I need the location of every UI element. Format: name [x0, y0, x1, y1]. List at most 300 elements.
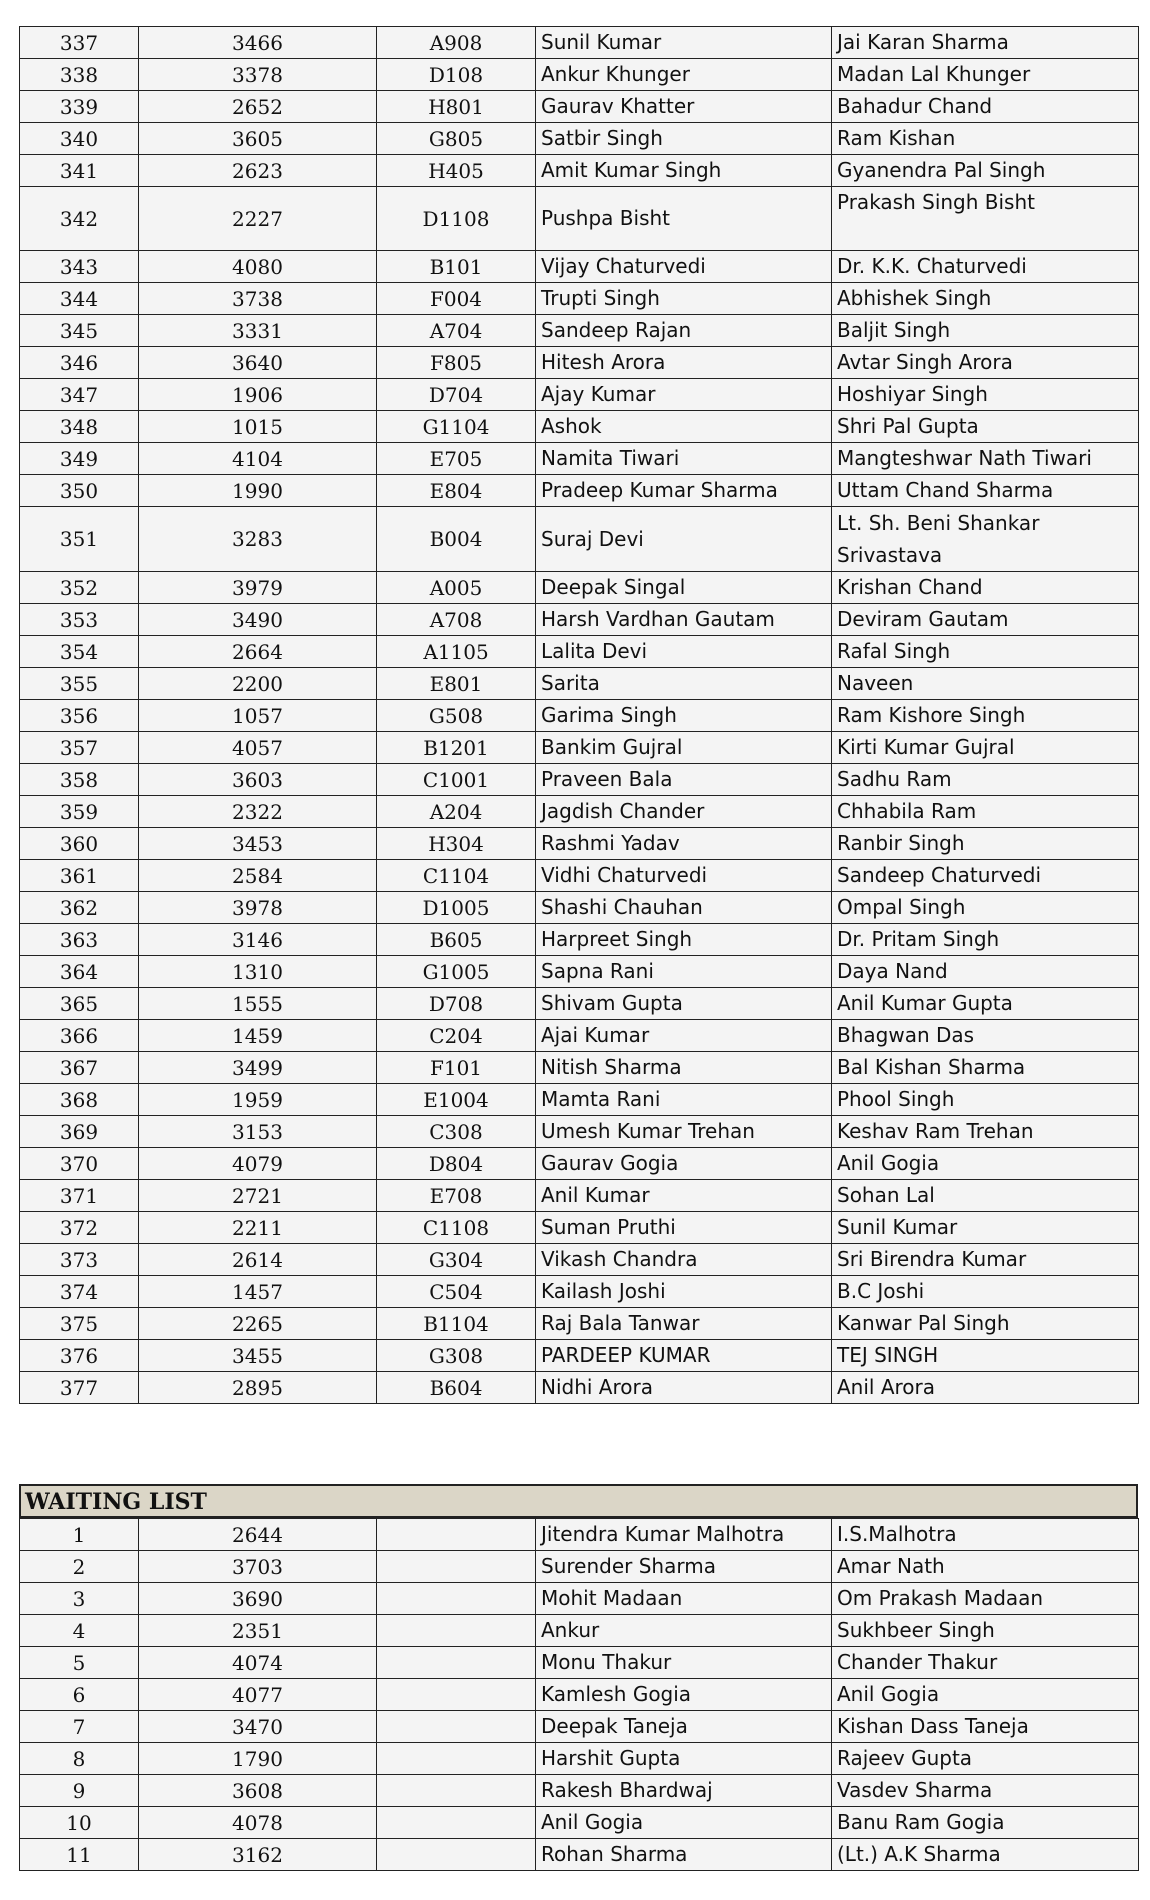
flat-number-cell	[377, 1711, 536, 1743]
father-name-cell: Baljit Singh	[832, 315, 1139, 347]
serial-number-cell: 377	[20, 1372, 139, 1404]
father-name-cell: B.C Joshi	[832, 1276, 1139, 1308]
applicant-name-cell: Vijay Chaturvedi	[536, 251, 832, 283]
father-name-cell: Vasdev Sharma	[832, 1775, 1139, 1807]
serial-number-cell: 363	[20, 924, 139, 956]
flat-number-cell: C308	[377, 1116, 536, 1148]
serial-number-cell: 376	[20, 1340, 139, 1372]
allotment-table	[19, 26, 1139, 1404]
table-row	[20, 315, 1139, 347]
applicant-name-cell: Deepak Taneja	[536, 1711, 832, 1743]
flat-number-cell: A005	[377, 572, 536, 604]
serial-number-cell: 359	[20, 796, 139, 828]
father-name-cell: Phool Singh	[832, 1084, 1139, 1116]
flat-number-cell: B101	[377, 251, 536, 283]
table-row	[20, 123, 1139, 155]
registration-number-cell: 2652	[139, 91, 377, 123]
applicant-name-cell: Satbir Singh	[536, 123, 832, 155]
serial-number-cell: 352	[20, 572, 139, 604]
serial-number-cell: 355	[20, 668, 139, 700]
applicant-name-cell: Mamta Rani	[536, 1084, 832, 1116]
serial-number-cell: 357	[20, 732, 139, 764]
serial-number-cell: 373	[20, 1244, 139, 1276]
applicant-name-cell: Kamlesh Gogia	[536, 1679, 832, 1711]
applicant-name-cell: Vikash Chandra	[536, 1244, 832, 1276]
table-row	[20, 1148, 1139, 1180]
table-row	[20, 1180, 1139, 1212]
serial-number-cell: 343	[20, 251, 139, 283]
registration-number-cell: 3283	[139, 507, 377, 572]
registration-number-cell: 4104	[139, 443, 377, 475]
registration-number-cell: 3608	[139, 1775, 377, 1807]
registration-number-cell: 2584	[139, 860, 377, 892]
father-name-cell: Anil Gogia	[832, 1679, 1139, 1711]
flat-number-cell: G1005	[377, 956, 536, 988]
serial-number-cell: 340	[20, 123, 139, 155]
table-row	[20, 1775, 1139, 1807]
serial-number-cell: 11	[20, 1839, 139, 1871]
father-name-cell: Avtar Singh Arora	[832, 347, 1139, 379]
father-name-cell: Amar Nath	[832, 1551, 1139, 1583]
father-name-cell: Madan Lal Khunger	[832, 59, 1139, 91]
father-name-cell: Keshav Ram Trehan	[832, 1116, 1139, 1148]
serial-number-cell: 347	[20, 379, 139, 411]
father-name-cell: (Lt.) A.K Sharma	[832, 1839, 1139, 1871]
father-name-cell: Sohan Lal	[832, 1180, 1139, 1212]
serial-number-cell: 358	[20, 764, 139, 796]
registration-number-cell: 2644	[139, 1519, 377, 1551]
father-name-cell: Sandeep Chaturvedi	[832, 860, 1139, 892]
serial-number-cell: 4	[20, 1615, 139, 1647]
father-name-cell: Hoshiyar Singh	[832, 379, 1139, 411]
flat-number-cell	[377, 1519, 536, 1551]
registration-number-cell: 1015	[139, 411, 377, 443]
registration-number-cell: 1790	[139, 1743, 377, 1775]
registration-number-cell: 3978	[139, 892, 377, 924]
table-row	[20, 1839, 1139, 1871]
flat-number-cell	[377, 1551, 536, 1583]
father-name-cell: Chhabila Ram	[832, 796, 1139, 828]
father-name-cell: Bal Kishan Sharma	[832, 1052, 1139, 1084]
registration-number-cell: 3470	[139, 1711, 377, 1743]
serial-number-cell: 338	[20, 59, 139, 91]
table-row	[20, 1308, 1139, 1340]
registration-number-cell: 3738	[139, 283, 377, 315]
father-name-cell: Om Prakash Madaan	[832, 1583, 1139, 1615]
serial-number-cell: 369	[20, 1116, 139, 1148]
applicant-name-cell: Gaurav Khatter	[536, 91, 832, 123]
applicant-name-cell: Namita Tiwari	[536, 443, 832, 475]
serial-number-cell: 354	[20, 636, 139, 668]
applicant-name-cell: Rakesh Bhardwaj	[536, 1775, 832, 1807]
serial-number-cell: 370	[20, 1148, 139, 1180]
father-name-cell: Anil Kumar Gupta	[832, 988, 1139, 1020]
registration-number-cell: 4079	[139, 1148, 377, 1180]
father-name-cell: Abhishek Singh	[832, 283, 1139, 315]
applicant-name-cell: Ankur Khunger	[536, 59, 832, 91]
registration-number-cell: 3378	[139, 59, 377, 91]
flat-number-cell: D708	[377, 988, 536, 1020]
serial-number-cell: 361	[20, 860, 139, 892]
father-name-cell: Bhagwan Das	[832, 1020, 1139, 1052]
table-row	[20, 1052, 1139, 1084]
applicant-name-cell: Shivam Gupta	[536, 988, 832, 1020]
applicant-name-cell: Rashmi Yadav	[536, 828, 832, 860]
table-row	[20, 475, 1139, 507]
registration-number-cell: 3979	[139, 572, 377, 604]
table-row	[20, 187, 1139, 251]
registration-number-cell: 4074	[139, 1647, 377, 1679]
flat-number-cell	[377, 1839, 536, 1871]
table-row	[20, 379, 1139, 411]
serial-number-cell: 372	[20, 1212, 139, 1244]
serial-number-cell: 337	[20, 27, 139, 59]
registration-number-cell: 3466	[139, 27, 377, 59]
table-row	[20, 1116, 1139, 1148]
serial-number-cell: 1	[20, 1519, 139, 1551]
registration-number-cell: 2351	[139, 1615, 377, 1647]
father-name-cell: I.S.Malhotra	[832, 1519, 1139, 1551]
table-row	[20, 1212, 1139, 1244]
father-name-cell: Dr. Pritam Singh	[832, 924, 1139, 956]
father-name-cell: Ram Kishore Singh	[832, 700, 1139, 732]
father-name-cell: Mangteshwar Nath Tiwari	[832, 443, 1139, 475]
flat-number-cell: B1104	[377, 1308, 536, 1340]
applicant-name-cell: Vidhi Chaturvedi	[536, 860, 832, 892]
table-row	[20, 1583, 1139, 1615]
table-row	[20, 507, 1139, 572]
registration-number-cell: 3703	[139, 1551, 377, 1583]
applicant-name-cell: Pradeep Kumar Sharma	[536, 475, 832, 507]
father-name-cell: Sadhu Ram	[832, 764, 1139, 796]
table-row	[20, 892, 1139, 924]
father-name-cell: Lt. Sh. Beni Shankar Srivastava	[832, 507, 1139, 572]
flat-number-cell	[377, 1615, 536, 1647]
registration-number-cell: 1057	[139, 700, 377, 732]
table-row	[20, 1244, 1139, 1276]
applicant-name-cell: Kailash Joshi	[536, 1276, 832, 1308]
father-name-cell: Kirti Kumar Gujral	[832, 732, 1139, 764]
serial-number-cell: 353	[20, 604, 139, 636]
flat-number-cell	[377, 1679, 536, 1711]
applicant-name-cell: Suman Pruthi	[536, 1212, 832, 1244]
serial-number-cell: 2	[20, 1551, 139, 1583]
serial-number-cell: 10	[20, 1807, 139, 1839]
table-row	[20, 1615, 1139, 1647]
table-row	[20, 1084, 1139, 1116]
serial-number-cell: 346	[20, 347, 139, 379]
table-row	[20, 604, 1139, 636]
serial-number-cell: 368	[20, 1084, 139, 1116]
serial-number-cell: 344	[20, 283, 139, 315]
flat-number-cell: A1105	[377, 636, 536, 668]
applicant-name-cell: Rohan Sharma	[536, 1839, 832, 1871]
serial-number-cell: 367	[20, 1052, 139, 1084]
serial-number-cell: 9	[20, 1775, 139, 1807]
father-name-cell: Prakash Singh Bisht	[832, 187, 1139, 251]
father-name-cell: Uttam Chand Sharma	[832, 475, 1139, 507]
table-row	[20, 636, 1139, 668]
table-row	[20, 443, 1139, 475]
flat-number-cell: G304	[377, 1244, 536, 1276]
table-row	[20, 155, 1139, 187]
waiting-list-title: WAITING LIST	[19, 1484, 1138, 1518]
flat-number-cell: H801	[377, 91, 536, 123]
father-name-cell: Kishan Dass Taneja	[832, 1711, 1139, 1743]
flat-number-cell: A704	[377, 315, 536, 347]
applicant-name-cell: Suraj Devi	[536, 507, 832, 572]
applicant-name-cell: Sarita	[536, 668, 832, 700]
serial-number-cell: 5	[20, 1647, 139, 1679]
flat-number-cell: C504	[377, 1276, 536, 1308]
flat-number-cell	[377, 1743, 536, 1775]
father-name-cell: Jai Karan Sharma	[832, 27, 1139, 59]
serial-number-cell: 3	[20, 1583, 139, 1615]
flat-number-cell: E801	[377, 668, 536, 700]
applicant-name-cell: Mohit Madaan	[536, 1583, 832, 1615]
serial-number-cell: 365	[20, 988, 139, 1020]
registration-number-cell: 1959	[139, 1084, 377, 1116]
registration-number-cell: 3605	[139, 123, 377, 155]
table-row	[20, 59, 1139, 91]
flat-number-cell: D1005	[377, 892, 536, 924]
applicant-name-cell: Sunil Kumar	[536, 27, 832, 59]
table-row	[20, 411, 1139, 443]
applicant-name-cell: Anil Gogia	[536, 1807, 832, 1839]
applicant-name-cell: Harpreet Singh	[536, 924, 832, 956]
applicant-name-cell: Harshit Gupta	[536, 1743, 832, 1775]
serial-number-cell: 366	[20, 1020, 139, 1052]
registration-number-cell: 1459	[139, 1020, 377, 1052]
flat-number-cell: D1108	[377, 187, 536, 251]
table-row	[20, 1276, 1139, 1308]
flat-number-cell: F805	[377, 347, 536, 379]
registration-number-cell: 1310	[139, 956, 377, 988]
registration-number-cell: 2895	[139, 1372, 377, 1404]
flat-number-cell: C204	[377, 1020, 536, 1052]
registration-number-cell: 1990	[139, 475, 377, 507]
registration-number-cell: 3640	[139, 347, 377, 379]
table-row	[20, 956, 1139, 988]
applicant-name-cell: Trupti Singh	[536, 283, 832, 315]
registration-number-cell: 3490	[139, 604, 377, 636]
serial-number-cell: 364	[20, 956, 139, 988]
applicant-name-cell: Garima Singh	[536, 700, 832, 732]
table-row	[20, 1340, 1139, 1372]
applicant-name-cell: Umesh Kumar Trehan	[536, 1116, 832, 1148]
father-name-cell: Rafal Singh	[832, 636, 1139, 668]
registration-number-cell: 2614	[139, 1244, 377, 1276]
father-name-cell: Anil Gogia	[832, 1148, 1139, 1180]
waiting-list-table	[19, 1518, 1139, 1871]
registration-number-cell: 2211	[139, 1212, 377, 1244]
serial-number-cell: 349	[20, 443, 139, 475]
flat-number-cell: H304	[377, 828, 536, 860]
registration-number-cell: 3603	[139, 764, 377, 796]
father-name-cell: Dr. K.K. Chaturvedi	[832, 251, 1139, 283]
flat-number-cell: G1104	[377, 411, 536, 443]
registration-number-cell: 4077	[139, 1679, 377, 1711]
flat-number-cell: A708	[377, 604, 536, 636]
registration-number-cell: 3146	[139, 924, 377, 956]
table-row	[20, 860, 1139, 892]
registration-number-cell: 1906	[139, 379, 377, 411]
table-row	[20, 1519, 1139, 1551]
father-name-cell: Krishan Chand	[832, 572, 1139, 604]
registration-number-cell: 3162	[139, 1839, 377, 1871]
table-row	[20, 1647, 1139, 1679]
table-row	[20, 732, 1139, 764]
flat-number-cell	[377, 1647, 536, 1679]
applicant-name-cell: Ajay Kumar	[536, 379, 832, 411]
father-name-cell: Banu Ram Gogia	[832, 1807, 1139, 1839]
registration-number-cell: 2623	[139, 155, 377, 187]
flat-number-cell: H405	[377, 155, 536, 187]
table-row	[20, 1551, 1139, 1583]
flat-number-cell: E804	[377, 475, 536, 507]
applicant-name-cell: Anil Kumar	[536, 1180, 832, 1212]
applicant-name-cell: Harsh Vardhan Gautam	[536, 604, 832, 636]
flat-number-cell: G508	[377, 700, 536, 732]
registration-number-cell: 2200	[139, 668, 377, 700]
table-row	[20, 1743, 1139, 1775]
father-name-cell: Sukhbeer Singh	[832, 1615, 1139, 1647]
flat-number-cell: A204	[377, 796, 536, 828]
table-row	[20, 764, 1139, 796]
registration-number-cell: 1555	[139, 988, 377, 1020]
table-row	[20, 796, 1139, 828]
applicant-name-cell: Praveen Bala	[536, 764, 832, 796]
table-row	[20, 91, 1139, 123]
registration-number-cell: 2664	[139, 636, 377, 668]
applicant-name-cell: Nidhi Arora	[536, 1372, 832, 1404]
applicant-name-cell: Gaurav Gogia	[536, 1148, 832, 1180]
flat-number-cell	[377, 1807, 536, 1839]
flat-number-cell: F101	[377, 1052, 536, 1084]
registration-number-cell: 3499	[139, 1052, 377, 1084]
applicant-name-cell: Shashi Chauhan	[536, 892, 832, 924]
registration-number-cell: 2265	[139, 1308, 377, 1340]
flat-number-cell: B1201	[377, 732, 536, 764]
serial-number-cell: 375	[20, 1308, 139, 1340]
serial-number-cell: 7	[20, 1711, 139, 1743]
father-name-cell: Daya Nand	[832, 956, 1139, 988]
applicant-name-cell: Sapna Rani	[536, 956, 832, 988]
flat-number-cell: B604	[377, 1372, 536, 1404]
table-row	[20, 700, 1139, 732]
table-row	[20, 1807, 1139, 1839]
applicant-name-cell: Hitesh Arora	[536, 347, 832, 379]
serial-number-cell: 350	[20, 475, 139, 507]
applicant-name-cell: Ankur	[536, 1615, 832, 1647]
registration-number-cell: 3455	[139, 1340, 377, 1372]
table-row	[20, 572, 1139, 604]
flat-number-cell: C1001	[377, 764, 536, 796]
serial-number-cell: 374	[20, 1276, 139, 1308]
flat-number-cell: D804	[377, 1148, 536, 1180]
father-name-cell: Kanwar Pal Singh	[832, 1308, 1139, 1340]
father-name-cell: Ranbir Singh	[832, 828, 1139, 860]
registration-number-cell: 4078	[139, 1807, 377, 1839]
serial-number-cell: 8	[20, 1743, 139, 1775]
flat-number-cell	[377, 1775, 536, 1807]
registration-number-cell: 3690	[139, 1583, 377, 1615]
father-name-cell: Shri Pal Gupta	[832, 411, 1139, 443]
father-name-cell: Bahadur Chand	[832, 91, 1139, 123]
table-row	[20, 988, 1139, 1020]
table-row	[20, 27, 1139, 59]
flat-number-cell: C1108	[377, 1212, 536, 1244]
father-name-cell: Deviram Gautam	[832, 604, 1139, 636]
table-row	[20, 828, 1139, 860]
table-row	[20, 1020, 1139, 1052]
father-name-cell: Sunil Kumar	[832, 1212, 1139, 1244]
table-row	[20, 251, 1139, 283]
flat-number-cell: E1004	[377, 1084, 536, 1116]
father-name-cell: Chander Thakur	[832, 1647, 1139, 1679]
serial-number-cell: 360	[20, 828, 139, 860]
flat-number-cell: G805	[377, 123, 536, 155]
father-name-cell: Ompal Singh	[832, 892, 1139, 924]
flat-number-cell	[377, 1583, 536, 1615]
applicant-name-cell: Pushpa Bisht	[536, 187, 832, 251]
registration-number-cell: 2322	[139, 796, 377, 828]
applicant-name-cell: Jitendra Kumar Malhotra	[536, 1519, 832, 1551]
serial-number-cell: 351	[20, 507, 139, 572]
registration-number-cell: 1457	[139, 1276, 377, 1308]
applicant-name-cell: Ashok	[536, 411, 832, 443]
registration-number-cell: 3453	[139, 828, 377, 860]
applicant-name-cell: Bankim Gujral	[536, 732, 832, 764]
table-row	[20, 283, 1139, 315]
father-name-cell: Rajeev Gupta	[832, 1743, 1139, 1775]
serial-number-cell: 371	[20, 1180, 139, 1212]
flat-number-cell: E708	[377, 1180, 536, 1212]
father-name-cell: Anil Arora	[832, 1372, 1139, 1404]
serial-number-cell: 362	[20, 892, 139, 924]
table-row	[20, 668, 1139, 700]
flat-number-cell: B605	[377, 924, 536, 956]
serial-number-cell: 348	[20, 411, 139, 443]
applicant-name-cell: Raj Bala Tanwar	[536, 1308, 832, 1340]
father-name-cell: Ram Kishan	[832, 123, 1139, 155]
flat-number-cell: D108	[377, 59, 536, 91]
registration-number-cell: 4057	[139, 732, 377, 764]
table-row	[20, 1679, 1139, 1711]
table-row	[20, 1711, 1139, 1743]
registration-number-cell: 2721	[139, 1180, 377, 1212]
registration-number-cell: 4080	[139, 251, 377, 283]
flat-number-cell: B004	[377, 507, 536, 572]
table-row	[20, 347, 1139, 379]
father-name-cell: TEJ SINGH	[832, 1340, 1139, 1372]
applicant-name-cell: Monu Thakur	[536, 1647, 832, 1679]
flat-number-cell: C1104	[377, 860, 536, 892]
applicant-name-cell: Surender Sharma	[536, 1551, 832, 1583]
serial-number-cell: 345	[20, 315, 139, 347]
serial-number-cell: 341	[20, 155, 139, 187]
applicant-name-cell: Nitish Sharma	[536, 1052, 832, 1084]
registration-number-cell: 2227	[139, 187, 377, 251]
father-name-cell: Naveen	[832, 668, 1139, 700]
applicant-name-cell: Sandeep Rajan	[536, 315, 832, 347]
serial-number-cell: 356	[20, 700, 139, 732]
serial-number-cell: 6	[20, 1679, 139, 1711]
applicant-name-cell: Amit Kumar Singh	[536, 155, 832, 187]
serial-number-cell: 342	[20, 187, 139, 251]
applicant-name-cell: Jagdish Chander	[536, 796, 832, 828]
registration-number-cell: 3153	[139, 1116, 377, 1148]
